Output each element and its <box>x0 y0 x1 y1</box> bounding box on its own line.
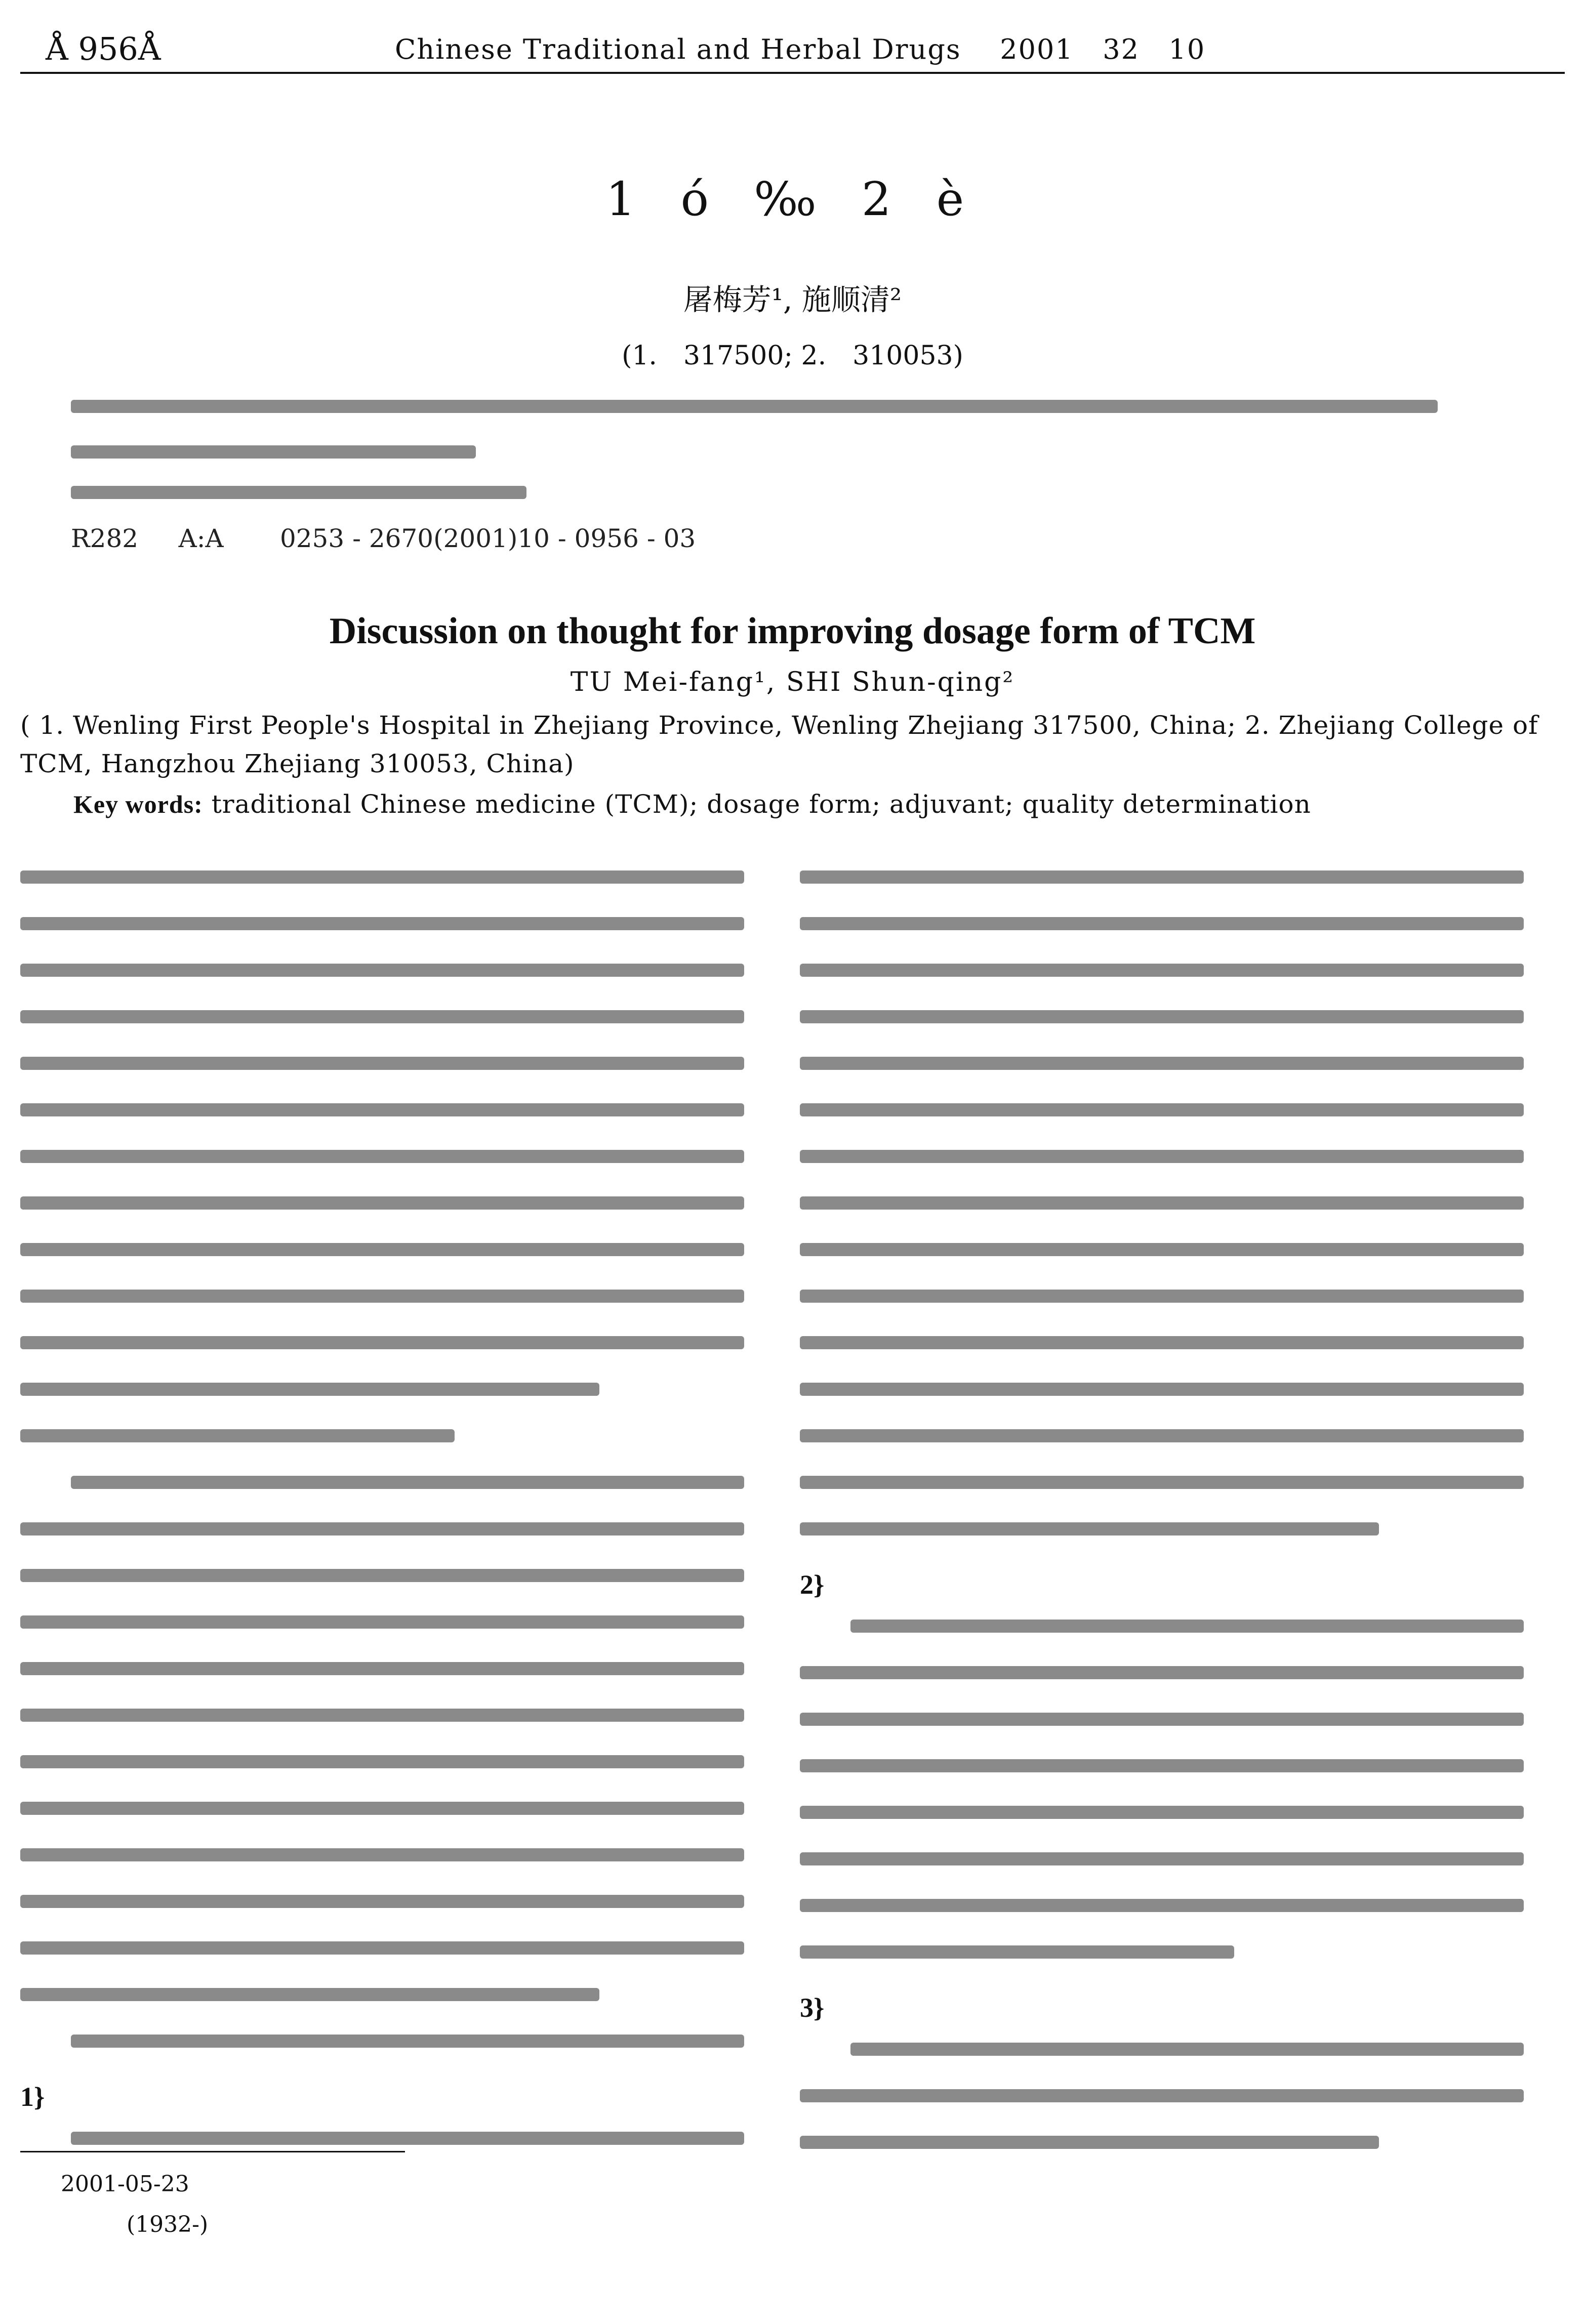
section-heading-1: 1} <box>20 2082 45 2112</box>
classification-line <box>71 524 1488 553</box>
article-title-cn: 1 ó ‰ 2 è <box>605 172 980 226</box>
page-number: Å 956Å <box>46 30 161 67</box>
footnote-received <box>61 2171 189 2197</box>
author-birth-year: (1932-) <box>127 2212 209 2237</box>
english-title: Discussion on thought for improving dosage form of TCM <box>329 610 1256 652</box>
body-column-right <box>800 870 1524 2182</box>
abstract-line <box>71 445 1488 492</box>
footnote-author <box>127 2212 208 2237</box>
english-keywords <box>73 790 1541 819</box>
received-date: 2001-05-23 <box>61 2171 189 2197</box>
footnote-rule <box>20 2151 405 2152</box>
english-authors: TU Mei-fang¹, SHI Shun-qing² <box>570 667 1015 697</box>
running-header <box>20 26 1565 74</box>
body-column-left <box>20 870 744 2178</box>
document-code: A:A <box>178 524 224 553</box>
journal-title: Chinese Traditional and Herbal Drugs 2001 32 10 <box>395 33 1206 65</box>
article-id: 0253 - 2670(2001)10 - 0956 - 03 <box>279 524 696 553</box>
authors-cn: 屠梅芳¹, 施顺清² <box>683 282 902 317</box>
english-affiliation: ( 1. Wenling First People's Hospital in Zhejiang Province, Wenling Zhejiang 317500, China; 2. Zhejiang College of TCM, Hangzhou Zhejiang 310053, China) <box>20 711 1538 778</box>
abstract-line <box>71 400 1488 446</box>
classification-code: R282 <box>71 524 139 553</box>
keywords-label: Key words: <box>73 790 203 818</box>
section-heading-2: 2} <box>800 1569 825 1600</box>
section-heading-3: 3} <box>800 1993 825 2023</box>
keywords-text: traditional Chinese medicine (TCM); dosage form; adjuvant; quality determination <box>211 790 1311 819</box>
affiliation-cn: (1. 317500; 2. 310053) <box>622 341 963 371</box>
